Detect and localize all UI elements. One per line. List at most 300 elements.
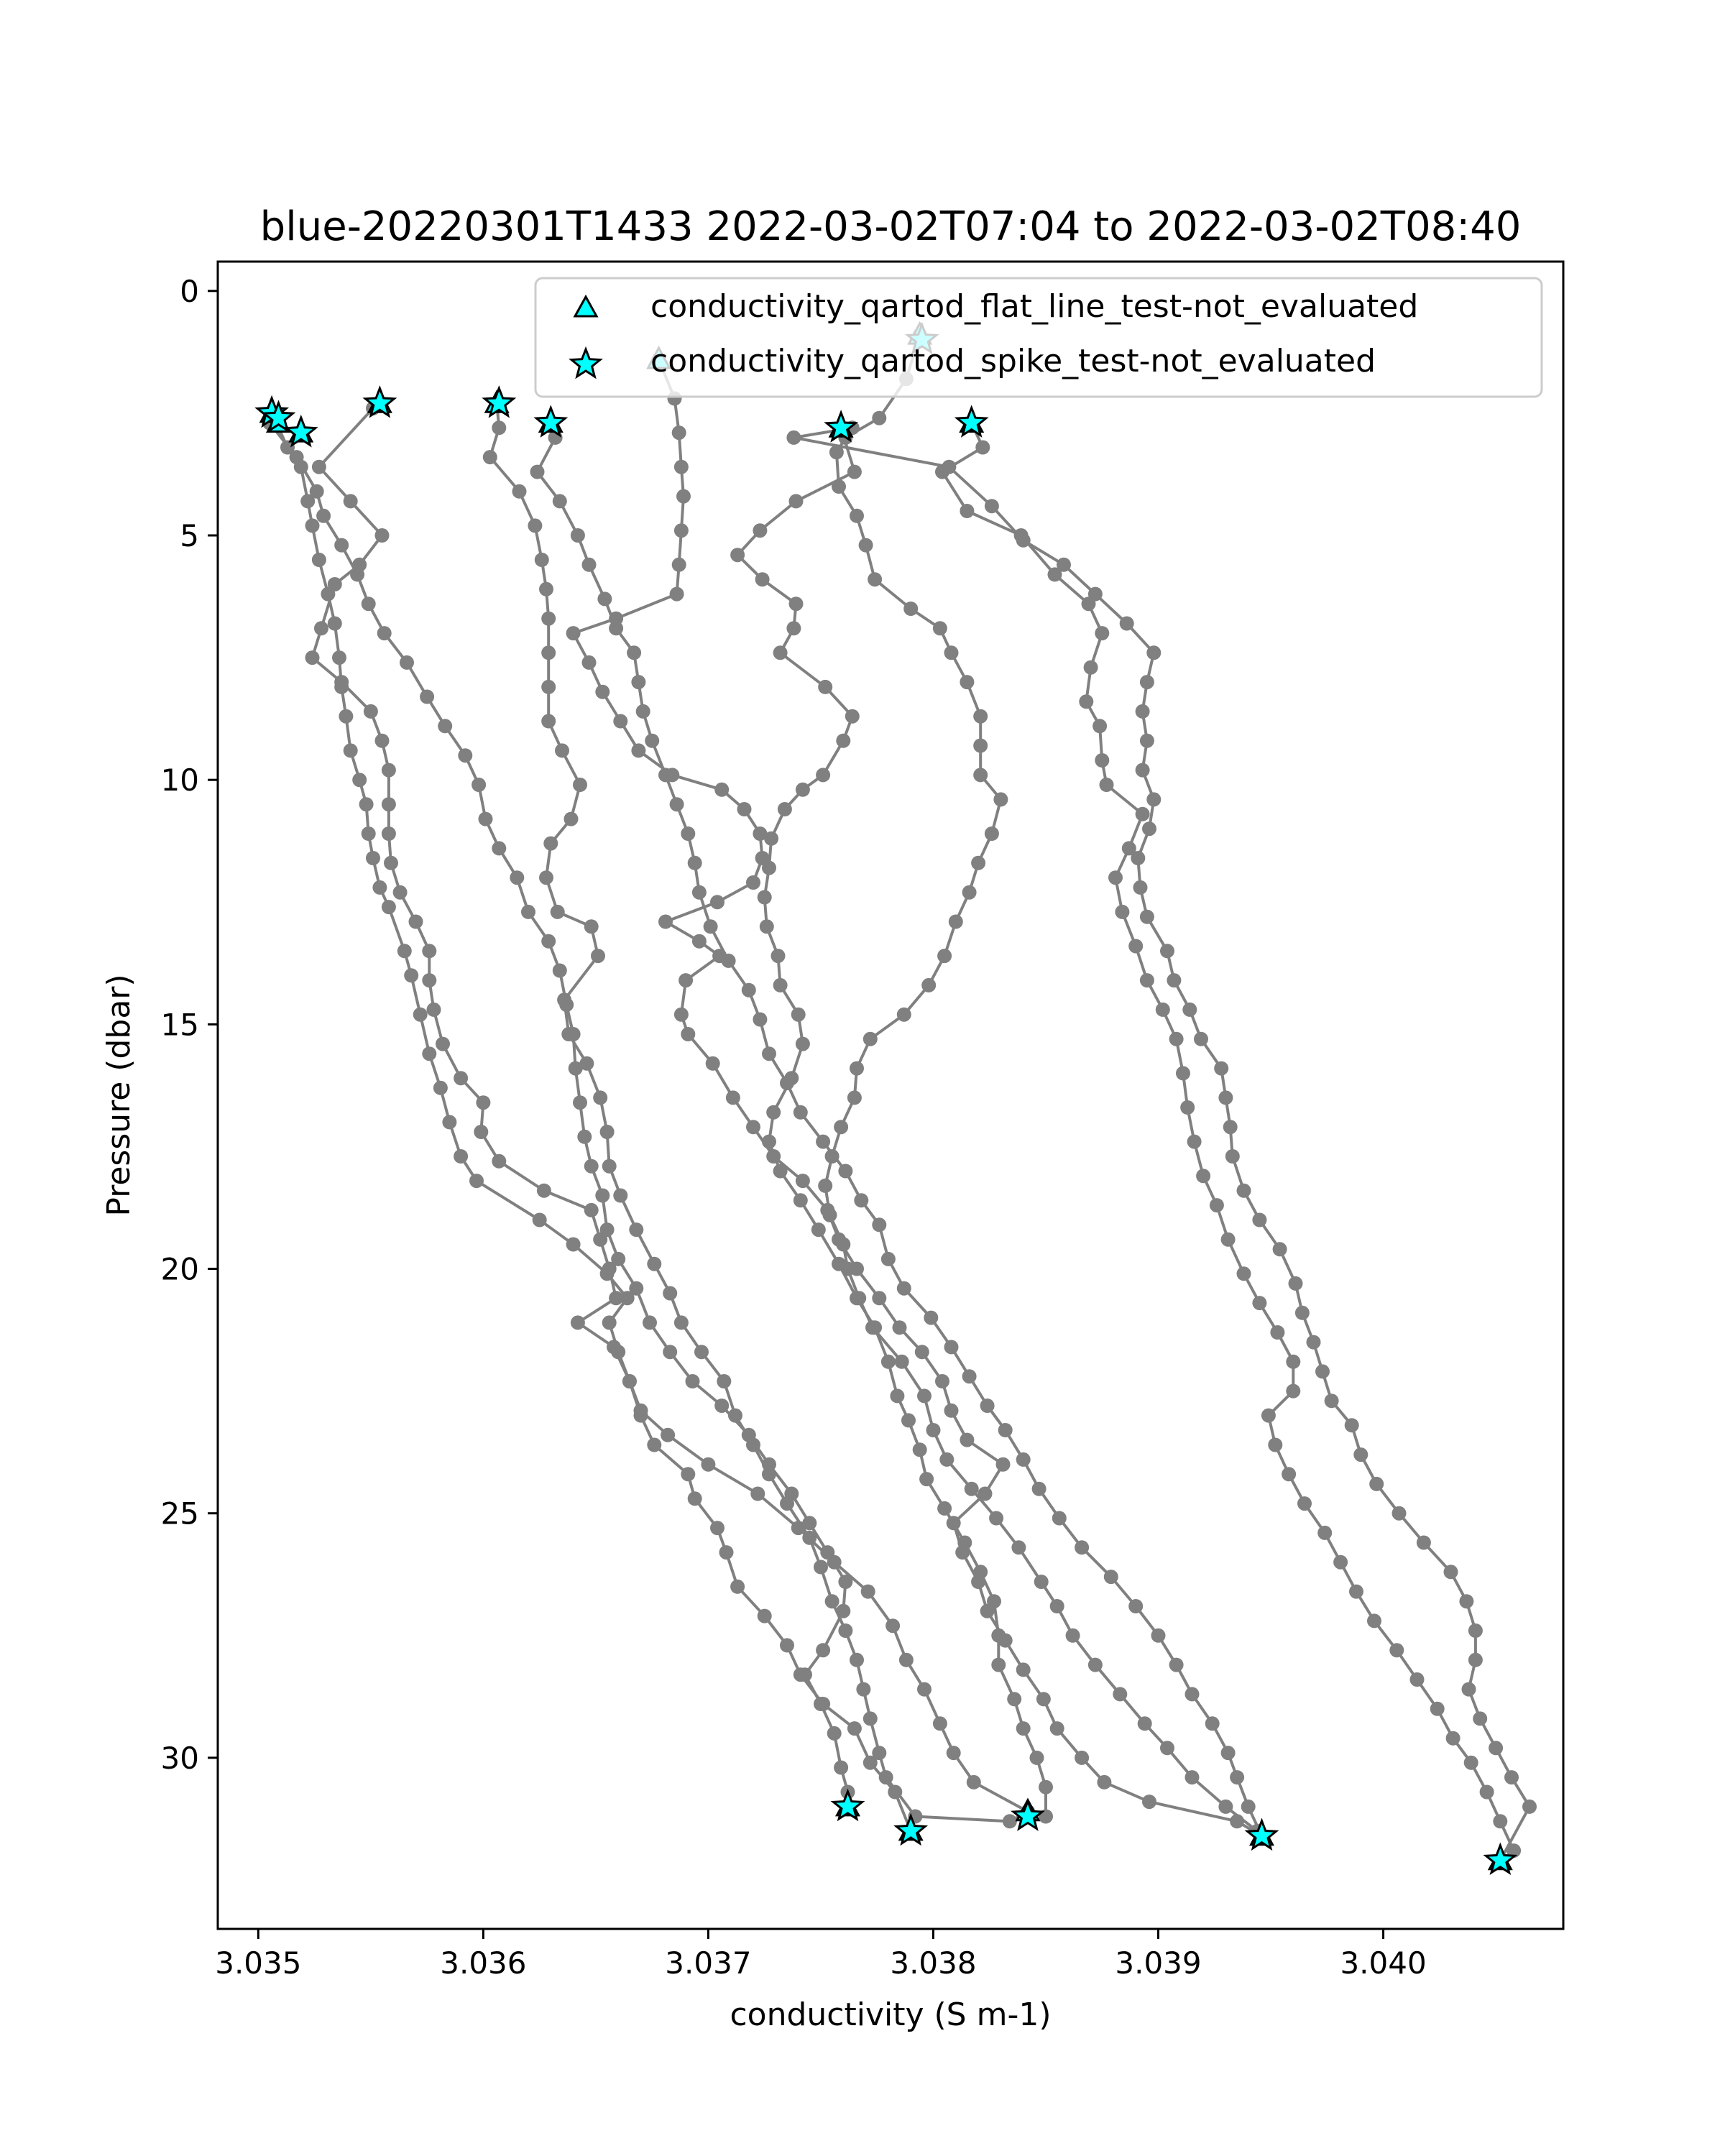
profile-point: [344, 743, 358, 757]
profile-point: [1295, 1306, 1310, 1320]
profile-point: [334, 538, 349, 553]
profile-point: [1136, 704, 1150, 719]
profile-point: [868, 572, 882, 586]
profile-point: [985, 499, 999, 513]
profile-point: [375, 528, 390, 543]
profile-point: [1115, 905, 1129, 919]
profile-point: [1297, 1496, 1312, 1511]
profile-point: [985, 826, 999, 841]
profile-point: [836, 734, 850, 748]
profile-point: [312, 553, 326, 567]
profile-point: [1369, 1477, 1384, 1491]
profile-point: [913, 1442, 927, 1457]
profile-point: [384, 856, 398, 870]
x-tick-label: 3.037: [665, 1945, 752, 1981]
profile-point: [595, 685, 610, 699]
profile-point: [352, 773, 367, 787]
profile-point: [1011, 1540, 1026, 1554]
profile-point: [420, 690, 434, 704]
profile-point: [996, 1457, 1011, 1472]
profile-point: [975, 441, 990, 455]
profile-point: [1349, 1585, 1363, 1599]
profile-point: [1205, 1716, 1220, 1731]
profile-point: [1446, 1731, 1460, 1746]
profile-point: [1007, 1692, 1021, 1706]
profile-point: [746, 875, 760, 890]
profile-point: [935, 465, 949, 479]
profile-point: [314, 621, 328, 635]
profile-point: [1252, 1213, 1266, 1227]
profile-point: [305, 650, 320, 665]
profile-point: [755, 572, 770, 586]
profile-point: [895, 1355, 909, 1369]
profile-point: [602, 1315, 617, 1330]
profile-point: [382, 826, 396, 841]
profile-point: [571, 528, 585, 543]
profile-point: [786, 621, 801, 635]
profile-point: [917, 1388, 932, 1403]
profile-point: [1473, 1711, 1487, 1726]
profile-point: [561, 1027, 576, 1041]
profile-point: [1050, 1721, 1064, 1736]
profile-point: [1180, 1100, 1195, 1115]
profile-point: [382, 797, 396, 811]
profile-point: [663, 1286, 677, 1301]
profile-point: [643, 1315, 657, 1330]
profile-point: [541, 645, 556, 660]
profile-point: [753, 523, 767, 538]
profile-point: [1120, 617, 1134, 631]
profile-point: [917, 1682, 932, 1697]
profile-point: [613, 1189, 627, 1203]
profile-point: [678, 973, 693, 987]
profile-point: [773, 645, 788, 660]
profile-point: [1079, 694, 1093, 709]
profile-point: [1286, 1384, 1300, 1399]
profile-point: [492, 420, 506, 435]
profile-point: [1048, 567, 1062, 581]
profile-point: [543, 837, 558, 851]
profile-point: [789, 494, 804, 508]
profile-point: [409, 915, 423, 929]
profile-point: [553, 964, 567, 978]
profile-point: [438, 719, 452, 733]
profile-point: [935, 1374, 949, 1388]
profile-point: [692, 934, 707, 949]
profile-point: [861, 1585, 875, 1599]
profile-point: [1268, 1438, 1282, 1452]
profile-point: [1282, 1467, 1296, 1481]
profile-point: [658, 915, 673, 929]
legend-label-spike: conductivity_qartod_spike_test-not_evaluated: [650, 343, 1376, 379]
profile-point: [834, 1761, 848, 1775]
profile-point: [710, 1521, 724, 1535]
profile-point: [564, 812, 579, 826]
profile-point: [555, 743, 569, 757]
profile-point: [1095, 753, 1109, 768]
legend-label-flat-line: conductivity_qartod_flat_line_test-not_evaluated: [650, 288, 1419, 325]
profile-point: [773, 978, 788, 992]
profile-point: [634, 1409, 648, 1423]
profile-point: [796, 1037, 810, 1051]
profile-point: [847, 1090, 862, 1105]
profile-point: [998, 1423, 1013, 1437]
profile-point: [566, 1238, 581, 1252]
profile-point: [681, 1027, 695, 1041]
profile-point: [881, 1252, 896, 1266]
profile-point: [521, 905, 535, 919]
profile-point: [541, 934, 556, 949]
profile-point: [442, 1115, 456, 1129]
profile-point: [1167, 973, 1181, 987]
profile-point: [1464, 1756, 1478, 1770]
profile-point: [483, 450, 497, 464]
profile-point: [1214, 1061, 1228, 1076]
profile-point: [939, 1452, 954, 1467]
profile-point: [836, 1238, 850, 1252]
profile-point: [422, 973, 436, 987]
profile-point: [566, 626, 581, 640]
profile-point: [944, 645, 959, 660]
profile-point: [730, 1580, 745, 1594]
profile-point: [1315, 1364, 1330, 1378]
legend: [535, 278, 1542, 397]
profile-point: [1210, 1198, 1224, 1212]
profile-point: [1325, 1393, 1339, 1408]
profile-point: [591, 949, 605, 963]
profile-point: [1136, 807, 1150, 821]
profile-point: [577, 1130, 592, 1144]
profile-point: [593, 1090, 607, 1105]
profile-point: [750, 1487, 765, 1501]
profile-point: [672, 425, 686, 440]
profile-point: [1039, 1780, 1053, 1795]
profile-point: [1082, 596, 1096, 611]
profile-point: [328, 617, 342, 631]
profile-point: [692, 885, 707, 900]
profile-point: [1140, 734, 1154, 748]
profile-point: [794, 1193, 808, 1207]
profile-point: [701, 1457, 715, 1472]
profile-point: [962, 1369, 977, 1383]
profile-point: [901, 1413, 916, 1427]
profile-point: [674, 1008, 689, 1022]
profile-point: [1185, 1687, 1200, 1701]
profile-point: [1196, 1169, 1210, 1183]
profile-point: [533, 1213, 547, 1227]
profile-point: [719, 1545, 734, 1560]
profile-point: [476, 1095, 490, 1110]
y-tick-label: 5: [180, 517, 199, 553]
profile-point: [957, 1536, 972, 1550]
profile-point: [1230, 1770, 1244, 1784]
profile-point: [1092, 719, 1107, 733]
profile-point: [1016, 1662, 1031, 1677]
profile-point: [602, 1159, 617, 1174]
profile-point: [375, 734, 390, 748]
profile-point: [535, 553, 549, 567]
profile-point: [393, 885, 408, 900]
profile-point: [422, 1046, 436, 1061]
x-tick-label: 3.038: [890, 1945, 977, 1981]
profile-point: [551, 905, 565, 919]
profile-point: [613, 714, 627, 729]
profile-point: [1084, 660, 1098, 675]
profile-point: [965, 1482, 979, 1496]
profile-point: [377, 626, 392, 640]
profile-point: [1187, 1135, 1202, 1149]
profile-point: [1003, 1814, 1017, 1828]
profile-point: [872, 1217, 886, 1232]
profile-point: [1317, 1526, 1332, 1540]
profile-point: [631, 743, 645, 757]
profile-point: [1036, 1692, 1051, 1706]
profile-point: [802, 1531, 816, 1545]
profile-point: [794, 1105, 808, 1120]
profile-point: [631, 675, 645, 689]
profile-point: [841, 1262, 855, 1276]
profile-point: [382, 900, 396, 914]
y-tick-label: 15: [160, 1007, 199, 1043]
profile-point: [1218, 1090, 1233, 1105]
profile-point: [1075, 1540, 1089, 1554]
profile-point: [1273, 1242, 1287, 1256]
profile-point: [773, 1164, 788, 1179]
profile-point: [890, 1388, 904, 1403]
profile-point: [1075, 1751, 1089, 1765]
y-tick-label: 10: [160, 763, 199, 798]
profile-point: [1160, 1741, 1174, 1755]
profile-point: [1146, 645, 1161, 660]
profile-point: [454, 1149, 468, 1164]
profile-point: [762, 861, 776, 875]
profile-point: [382, 763, 396, 778]
profile-point: [1133, 880, 1148, 895]
profile-point: [433, 1081, 448, 1095]
profile-point: [784, 1071, 799, 1085]
profile-point: [859, 538, 873, 553]
profile-point: [579, 1056, 594, 1071]
profile-point: [670, 797, 684, 811]
profile-point: [838, 1623, 852, 1638]
profile-point: [714, 783, 729, 797]
profile-point: [670, 587, 684, 602]
profile-point: [1223, 1120, 1238, 1134]
profile-point: [676, 489, 691, 504]
profile-point: [850, 1653, 864, 1667]
profile-point: [595, 1189, 610, 1203]
profile-point: [681, 1467, 695, 1481]
profile-point: [766, 1105, 781, 1120]
profile-point: [629, 1281, 643, 1296]
profile-point: [1052, 1511, 1067, 1526]
profile-point: [796, 1174, 810, 1188]
profile-point: [937, 949, 952, 963]
profile-point: [726, 1090, 740, 1105]
profile-point: [1504, 1770, 1519, 1784]
profile-point: [811, 1222, 826, 1237]
profile-point: [897, 1281, 911, 1296]
profile-point: [856, 1682, 870, 1697]
profile-point: [791, 1008, 806, 1022]
profile-point: [1489, 1741, 1503, 1755]
profile-point: [827, 1726, 842, 1741]
y-tick-label: 30: [160, 1740, 199, 1776]
profile-point: [818, 1179, 832, 1193]
profile-point: [1095, 626, 1109, 640]
profile-point: [1097, 1775, 1111, 1789]
chart-title: blue-20220301T1433 2022-03-02T07:04 to 2022-03-02T08:40: [259, 203, 1522, 250]
profile-point: [674, 1315, 689, 1330]
profile-point: [609, 612, 623, 626]
profile-point: [933, 1716, 947, 1731]
profile-point: [541, 612, 556, 626]
profile-point: [753, 1013, 767, 1027]
profile-point: [762, 1046, 776, 1061]
profile-point: [1140, 675, 1154, 689]
profile-point: [647, 1438, 661, 1452]
profile-point: [933, 621, 947, 635]
profile-point: [987, 1594, 1001, 1608]
profile-point: [863, 1032, 878, 1046]
profile-point: [893, 1320, 907, 1335]
profile-point: [584, 1203, 599, 1217]
profile-point: [539, 582, 553, 596]
profile-point: [967, 1775, 981, 1789]
profile-point: [786, 430, 801, 445]
profile-point: [681, 826, 695, 841]
profile-point: [312, 460, 326, 474]
profile-point: [1417, 1536, 1431, 1550]
profile-point: [582, 558, 597, 572]
profile-point: [1050, 1599, 1064, 1613]
profile-point: [573, 1095, 587, 1110]
profile-point: [1225, 1149, 1240, 1164]
profile-point: [758, 1609, 772, 1623]
profile-point: [832, 479, 846, 494]
profile-point: [717, 1374, 731, 1388]
profile-point: [1410, 1672, 1425, 1687]
profile-point: [771, 949, 786, 963]
profile-point: [1151, 1628, 1166, 1643]
profile-point: [1140, 973, 1154, 987]
profile-point: [413, 1008, 428, 1022]
profile-point: [973, 709, 988, 724]
profile-point: [794, 1667, 808, 1682]
profile-point: [944, 1340, 959, 1354]
profile-point: [1160, 944, 1174, 958]
profile-point: [474, 1125, 488, 1139]
profile-point: [492, 1154, 506, 1169]
profile-point: [362, 826, 376, 841]
profile-point: [609, 1291, 623, 1305]
profile-point: [838, 1164, 852, 1179]
profile-point: [760, 919, 774, 934]
profile-point: [1480, 1785, 1494, 1800]
profile-point: [1389, 1643, 1404, 1657]
profile-point: [852, 1291, 866, 1305]
profile-point: [706, 1056, 720, 1071]
profile-point: [1016, 1721, 1031, 1736]
profile-point: [663, 1345, 677, 1359]
profile-point: [627, 645, 641, 660]
profile-point: [796, 783, 810, 797]
profile-point: [694, 1345, 709, 1359]
profile-point: [344, 494, 358, 508]
profile-point: [607, 1340, 621, 1354]
profile-point: [947, 1746, 961, 1760]
profile-point: [332, 650, 346, 665]
profile-point: [427, 1003, 441, 1017]
profile-point: [359, 797, 374, 811]
profile-point: [1169, 1032, 1184, 1046]
profile-point: [973, 739, 988, 753]
profile-point: [825, 1594, 840, 1608]
profile-point: [1142, 821, 1156, 836]
profile-point: [962, 885, 977, 900]
profile-point: [512, 484, 527, 499]
profile-point: [865, 1320, 880, 1335]
profile-point: [937, 1501, 952, 1516]
profile-point: [1430, 1702, 1445, 1716]
profile-point: [629, 1222, 643, 1237]
profile-point: [553, 494, 567, 508]
profile-point: [479, 812, 493, 826]
profile-point: [789, 596, 804, 611]
profile-point: [366, 851, 380, 865]
profile-point: [1100, 778, 1114, 792]
profile-point: [310, 484, 324, 499]
profile-point: [316, 509, 331, 523]
profile-point: [778, 802, 792, 816]
profile-point: [688, 856, 702, 870]
profile-point: [1286, 1355, 1300, 1369]
profile-point: [780, 1638, 794, 1652]
profile-point: [816, 1135, 830, 1149]
profile-point: [290, 450, 304, 464]
profile-point: [845, 709, 860, 724]
profile-point: [903, 602, 918, 616]
x-tick-label: 3.039: [1115, 1945, 1202, 1981]
profile-point: [1142, 1795, 1156, 1809]
profile-point: [541, 680, 556, 694]
profile-point: [530, 465, 545, 479]
profile-point: [924, 1311, 938, 1325]
profile-point: [1459, 1594, 1473, 1608]
profile-point: [1138, 1716, 1152, 1731]
profile-point: [872, 411, 886, 425]
profile-point: [334, 675, 349, 689]
profile-point: [820, 1545, 834, 1560]
x-tick-label: 3.040: [1340, 1945, 1427, 1981]
profile-point: [921, 978, 936, 992]
profile-point: [816, 768, 830, 782]
profile-point: [582, 655, 597, 670]
profile-point: [328, 577, 342, 591]
profile-point: [1156, 1003, 1170, 1017]
y-axis-label: Pressure (dbar): [101, 974, 137, 1217]
profile-point: [825, 1149, 840, 1164]
profile-point: [1128, 939, 1143, 954]
profile-point: [814, 1560, 828, 1575]
profile-point: [915, 1345, 929, 1359]
profile-point: [762, 1467, 776, 1481]
profile-point: [897, 1008, 911, 1022]
profile-point: [991, 1658, 1006, 1672]
profile-point: [850, 1061, 864, 1076]
profile-point: [1176, 1066, 1190, 1080]
profile-point: [1353, 1447, 1368, 1462]
